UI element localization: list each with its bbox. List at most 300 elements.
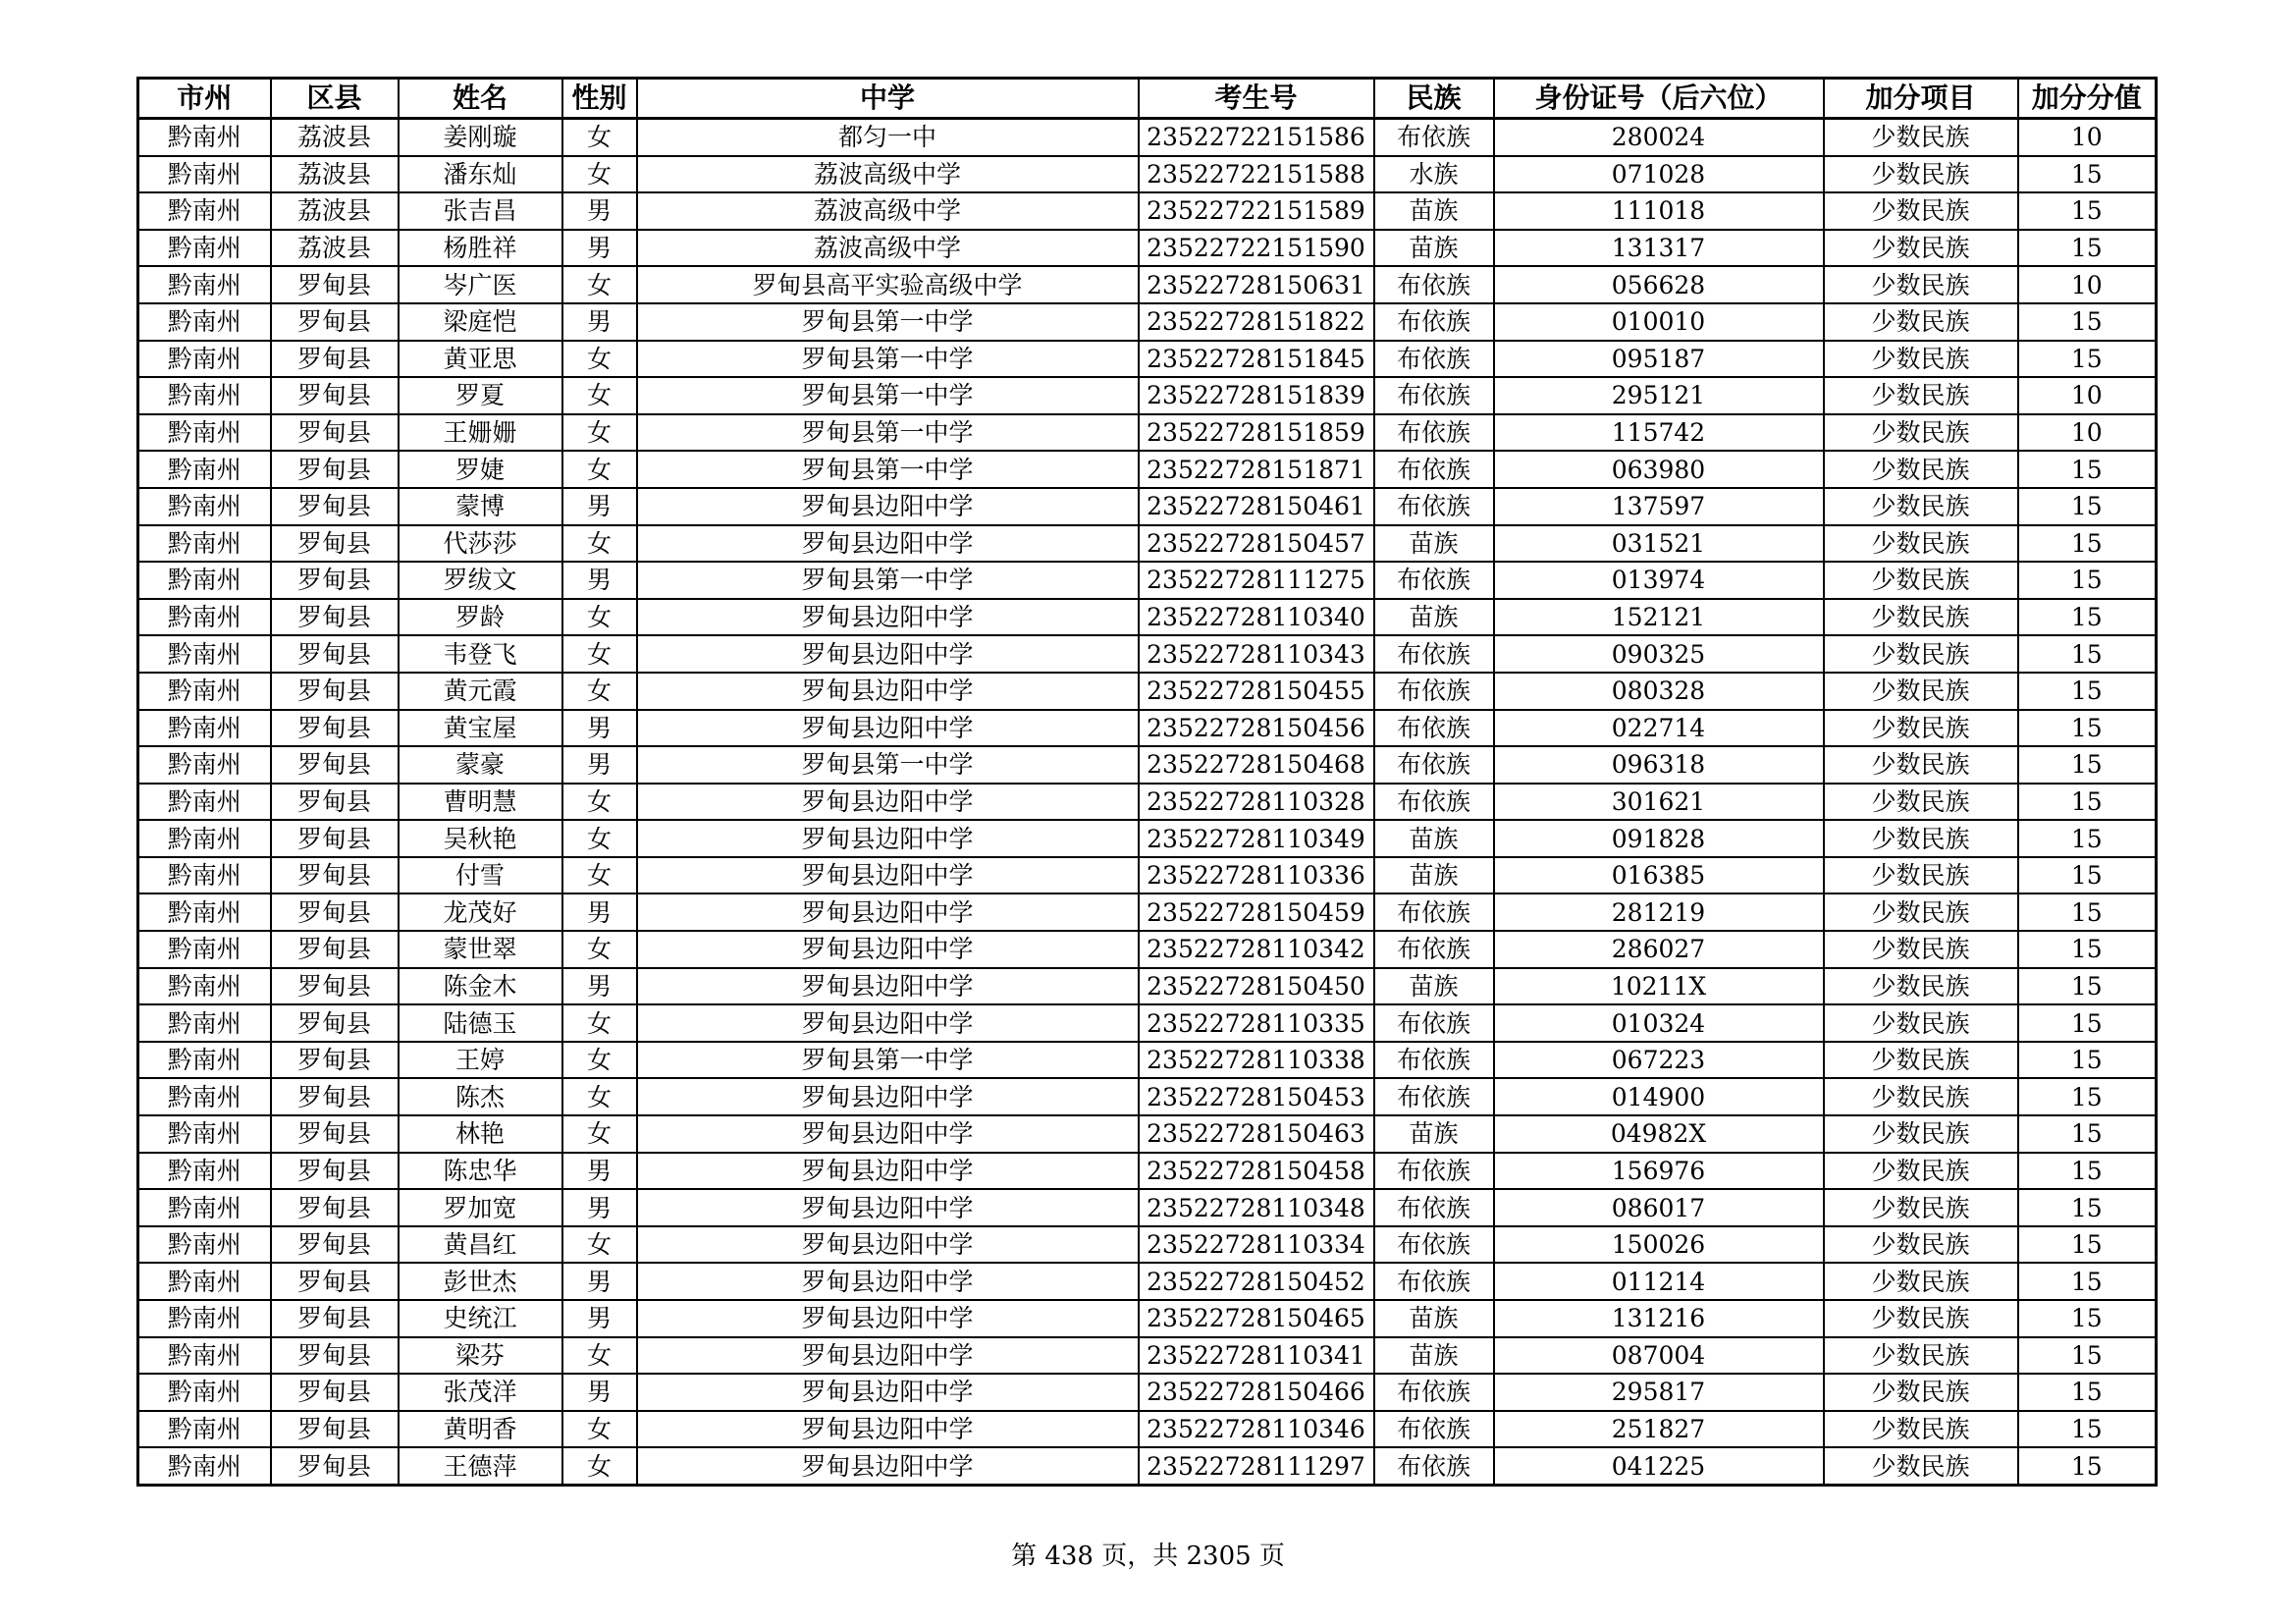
ethnicity-cell: 布依族 bbox=[1374, 710, 1494, 747]
ethnicity-cell: 苗族 bbox=[1374, 525, 1494, 563]
bonus-value-cell: 15 bbox=[2018, 1411, 2157, 1448]
table-row bbox=[138, 710, 2157, 747]
name-cell: 罗夏 bbox=[399, 377, 562, 414]
school-cell: 罗甸县边阳中学 bbox=[637, 1447, 1139, 1485]
name-cell: 蒙世翠 bbox=[399, 931, 562, 968]
id-last6-cell: 011214 bbox=[1494, 1263, 1824, 1300]
name-cell: 陆德玉 bbox=[399, 1004, 562, 1042]
exam-number-cell: 23522728150455 bbox=[1139, 673, 1374, 710]
city-cell: 黔南州 bbox=[138, 710, 271, 747]
bonus-item-cell: 少数民族 bbox=[1824, 1300, 2018, 1337]
gender-cell: 女 bbox=[562, 156, 637, 193]
name-cell: 梁芬 bbox=[399, 1337, 562, 1375]
exam-number-cell: 23522728150458 bbox=[1139, 1153, 1374, 1190]
bonus-value-cell: 15 bbox=[2018, 1300, 2157, 1337]
bonus-item-cell: 少数民族 bbox=[1824, 1263, 2018, 1300]
bonus-value-cell: 15 bbox=[2018, 1004, 2157, 1042]
table-row bbox=[138, 192, 2157, 230]
bonus-item-cell: 少数民族 bbox=[1824, 635, 2018, 673]
school-cell: 罗甸县边阳中学 bbox=[637, 1115, 1139, 1153]
ethnicity-cell: 布依族 bbox=[1374, 414, 1494, 452]
county-cell: 荔波县 bbox=[271, 156, 399, 193]
ethnicity-cell: 布依族 bbox=[1374, 451, 1494, 488]
name-cell: 蒙豪 bbox=[399, 746, 562, 784]
school-cell: 罗甸县边阳中学 bbox=[637, 1337, 1139, 1375]
name-cell: 黄元霞 bbox=[399, 673, 562, 710]
city-cell: 黔南州 bbox=[138, 1374, 271, 1411]
exam-number-cell: 23522728111297 bbox=[1139, 1447, 1374, 1485]
id-last6-cell: 04982X bbox=[1494, 1115, 1824, 1153]
id-last6-cell: 10211X bbox=[1494, 968, 1824, 1005]
exam-number-cell: 23522722151590 bbox=[1139, 230, 1374, 267]
school-cell: 都匀一中 bbox=[637, 119, 1139, 156]
gender-cell: 女 bbox=[562, 673, 637, 710]
ethnicity-cell: 布依族 bbox=[1374, 784, 1494, 821]
ethnicity-cell: 布依族 bbox=[1374, 673, 1494, 710]
bonus-value-cell: 10 bbox=[2018, 119, 2157, 156]
id-last6-cell: 152121 bbox=[1494, 599, 1824, 636]
county-cell: 罗甸县 bbox=[271, 1337, 399, 1375]
table-row bbox=[138, 635, 2157, 673]
exam-number-cell: 23522728110340 bbox=[1139, 599, 1374, 636]
school-cell: 罗甸县边阳中学 bbox=[637, 931, 1139, 968]
city-cell: 黔南州 bbox=[138, 119, 271, 156]
city-cell: 黔南州 bbox=[138, 488, 271, 525]
city-cell: 黔南州 bbox=[138, 377, 271, 414]
ethnicity-cell: 水族 bbox=[1374, 156, 1494, 193]
table-row bbox=[138, 1411, 2157, 1448]
city-cell: 黔南州 bbox=[138, 451, 271, 488]
bonus-item-cell: 少数民族 bbox=[1824, 710, 2018, 747]
name-cell: 林艳 bbox=[399, 1115, 562, 1153]
bonus-value-cell: 15 bbox=[2018, 857, 2157, 894]
bonus-value-cell: 15 bbox=[2018, 1078, 2157, 1115]
county-cell: 罗甸县 bbox=[271, 488, 399, 525]
gender-cell: 女 bbox=[562, 784, 637, 821]
name-cell: 黄亚思 bbox=[399, 341, 562, 378]
name-cell: 王姗姗 bbox=[399, 414, 562, 452]
exam-number-cell: 23522722151586 bbox=[1139, 119, 1374, 156]
bonus-value-cell: 15 bbox=[2018, 1337, 2157, 1375]
table-row bbox=[138, 266, 2157, 303]
county-cell: 罗甸县 bbox=[271, 1411, 399, 1448]
gender-cell: 男 bbox=[562, 893, 637, 931]
id-last6-cell: 280024 bbox=[1494, 119, 1824, 156]
name-cell: 张茂洋 bbox=[399, 1374, 562, 1411]
city-cell: 黔南州 bbox=[138, 1226, 271, 1264]
school-cell: 罗甸县边阳中学 bbox=[637, 1374, 1139, 1411]
id-last6-cell: 295121 bbox=[1494, 377, 1824, 414]
bonus-value-cell: 15 bbox=[2018, 635, 2157, 673]
ethnicity-cell: 布依族 bbox=[1374, 1411, 1494, 1448]
id-last6-cell: 041225 bbox=[1494, 1447, 1824, 1485]
school-cell: 罗甸县边阳中学 bbox=[637, 968, 1139, 1005]
col-header-ethnicity: 民族 bbox=[1374, 79, 1494, 119]
school-cell: 罗甸县边阳中学 bbox=[637, 1411, 1139, 1448]
exam-number-cell: 23522728150456 bbox=[1139, 710, 1374, 747]
page-footer: 第 438 页，共 2305 页 bbox=[1011, 1542, 1285, 1571]
bonus-value-cell: 15 bbox=[2018, 192, 2157, 230]
school-cell: 罗甸县边阳中学 bbox=[637, 1226, 1139, 1264]
school-cell: 罗甸县边阳中学 bbox=[637, 710, 1139, 747]
county-cell: 罗甸县 bbox=[271, 1226, 399, 1264]
bonus-value-cell: 15 bbox=[2018, 525, 2157, 563]
gender-cell: 女 bbox=[562, 635, 637, 673]
bonus-item-cell: 少数民族 bbox=[1824, 746, 2018, 784]
city-cell: 黔南州 bbox=[138, 1078, 271, 1115]
exam-number-cell: 23522728110348 bbox=[1139, 1189, 1374, 1226]
bonus-item-cell: 少数民族 bbox=[1824, 562, 2018, 599]
city-cell: 黔南州 bbox=[138, 414, 271, 452]
gender-cell: 男 bbox=[562, 1189, 637, 1226]
table-row bbox=[138, 414, 2157, 452]
exam-number-cell: 23522722151589 bbox=[1139, 192, 1374, 230]
name-cell: 杨胜祥 bbox=[399, 230, 562, 267]
name-cell: 王婷 bbox=[399, 1042, 562, 1079]
id-last6-cell: 080328 bbox=[1494, 673, 1824, 710]
table-row bbox=[138, 303, 2157, 341]
name-cell: 蒙博 bbox=[399, 488, 562, 525]
school-cell: 罗甸县第一中学 bbox=[637, 451, 1139, 488]
county-cell: 罗甸县 bbox=[271, 1153, 399, 1190]
ethnicity-cell: 布依族 bbox=[1374, 341, 1494, 378]
ethnicity-cell: 布依族 bbox=[1374, 119, 1494, 156]
county-cell: 罗甸县 bbox=[271, 303, 399, 341]
county-cell: 罗甸县 bbox=[271, 377, 399, 414]
city-cell: 黔南州 bbox=[138, 266, 271, 303]
bonus-value-cell: 15 bbox=[2018, 451, 2157, 488]
name-cell: 付雪 bbox=[399, 857, 562, 894]
name-cell: 黄明香 bbox=[399, 1411, 562, 1448]
school-cell: 罗甸县第一中学 bbox=[637, 1042, 1139, 1079]
county-cell: 罗甸县 bbox=[271, 673, 399, 710]
gender-cell: 女 bbox=[562, 341, 637, 378]
exam-number-cell: 23522728111275 bbox=[1139, 562, 1374, 599]
bonus-item-cell: 少数民族 bbox=[1824, 119, 2018, 156]
gender-cell: 男 bbox=[562, 710, 637, 747]
bonus-value-cell: 15 bbox=[2018, 599, 2157, 636]
bonus-item-cell: 少数民族 bbox=[1824, 230, 2018, 267]
exam-number-cell: 23522728151859 bbox=[1139, 414, 1374, 452]
name-cell: 梁庭恺 bbox=[399, 303, 562, 341]
exam-number-cell: 23522728150466 bbox=[1139, 1374, 1374, 1411]
id-last6-cell: 056628 bbox=[1494, 266, 1824, 303]
id-last6-cell: 156976 bbox=[1494, 1153, 1824, 1190]
exam-number-cell: 23522728110334 bbox=[1139, 1226, 1374, 1264]
bonus-value-cell: 10 bbox=[2018, 414, 2157, 452]
city-cell: 黔南州 bbox=[138, 192, 271, 230]
county-cell: 罗甸县 bbox=[271, 451, 399, 488]
school-cell: 罗甸县边阳中学 bbox=[637, 857, 1139, 894]
school-cell: 荔波高级中学 bbox=[637, 156, 1139, 193]
ethnicity-cell: 布依族 bbox=[1374, 635, 1494, 673]
school-cell: 罗甸县边阳中学 bbox=[637, 820, 1139, 857]
city-cell: 黔南州 bbox=[138, 341, 271, 378]
table-row bbox=[138, 1300, 2157, 1337]
city-cell: 黔南州 bbox=[138, 893, 271, 931]
id-last6-cell: 091828 bbox=[1494, 820, 1824, 857]
bonus-item-cell: 少数民族 bbox=[1824, 1189, 2018, 1226]
bonus-item-cell: 少数民族 bbox=[1824, 1411, 2018, 1448]
bonus-value-cell: 15 bbox=[2018, 1042, 2157, 1079]
id-last6-cell: 111018 bbox=[1494, 192, 1824, 230]
school-cell: 罗甸县第一中学 bbox=[637, 414, 1139, 452]
ethnicity-cell: 布依族 bbox=[1374, 931, 1494, 968]
county-cell: 罗甸县 bbox=[271, 820, 399, 857]
exam-number-cell: 23522728150453 bbox=[1139, 1078, 1374, 1115]
city-cell: 黔南州 bbox=[138, 303, 271, 341]
gender-cell: 男 bbox=[562, 746, 637, 784]
bonus-item-cell: 少数民族 bbox=[1824, 1374, 2018, 1411]
gender-cell: 女 bbox=[562, 1004, 637, 1042]
county-cell: 罗甸县 bbox=[271, 599, 399, 636]
bonus-item-cell: 少数民族 bbox=[1824, 599, 2018, 636]
city-cell: 黔南州 bbox=[138, 599, 271, 636]
exam-number-cell: 23522728150465 bbox=[1139, 1300, 1374, 1337]
table-row bbox=[138, 784, 2157, 821]
county-cell: 荔波县 bbox=[271, 192, 399, 230]
table-row bbox=[138, 746, 2157, 784]
table-body bbox=[138, 119, 2157, 1486]
id-last6-cell: 086017 bbox=[1494, 1189, 1824, 1226]
ethnicity-cell: 布依族 bbox=[1374, 1189, 1494, 1226]
county-cell: 罗甸县 bbox=[271, 1300, 399, 1337]
id-last6-cell: 071028 bbox=[1494, 156, 1824, 193]
id-last6-cell: 251827 bbox=[1494, 1411, 1824, 1448]
bonus-value-cell: 15 bbox=[2018, 746, 2157, 784]
city-cell: 黔南州 bbox=[138, 1004, 271, 1042]
name-cell: 代莎莎 bbox=[399, 525, 562, 563]
ethnicity-cell: 布依族 bbox=[1374, 1226, 1494, 1264]
table-row bbox=[138, 1447, 2157, 1485]
city-cell: 黔南州 bbox=[138, 931, 271, 968]
id-last6-cell: 301621 bbox=[1494, 784, 1824, 821]
bonus-item-cell: 少数民族 bbox=[1824, 525, 2018, 563]
school-cell: 罗甸县边阳中学 bbox=[637, 488, 1139, 525]
exam-number-cell: 23522728110342 bbox=[1139, 931, 1374, 968]
table-row bbox=[138, 1042, 2157, 1079]
gender-cell: 女 bbox=[562, 1226, 637, 1264]
school-cell: 罗甸县第一中学 bbox=[637, 746, 1139, 784]
bonus-item-cell: 少数民族 bbox=[1824, 451, 2018, 488]
city-cell: 黔南州 bbox=[138, 156, 271, 193]
id-last6-cell: 150026 bbox=[1494, 1226, 1824, 1264]
exam-number-cell: 23522728150463 bbox=[1139, 1115, 1374, 1153]
city-cell: 黔南州 bbox=[138, 525, 271, 563]
county-cell: 罗甸县 bbox=[271, 1078, 399, 1115]
gender-cell: 女 bbox=[562, 451, 637, 488]
id-last6-cell: 095187 bbox=[1494, 341, 1824, 378]
school-cell: 罗甸县第一中学 bbox=[637, 341, 1139, 378]
exam-number-cell: 23522728150450 bbox=[1139, 968, 1374, 1005]
ethnicity-cell: 苗族 bbox=[1374, 192, 1494, 230]
id-last6-cell: 014900 bbox=[1494, 1078, 1824, 1115]
gender-cell: 女 bbox=[562, 266, 637, 303]
county-cell: 罗甸县 bbox=[271, 1115, 399, 1153]
header-row bbox=[138, 79, 2157, 119]
ethnicity-cell: 布依族 bbox=[1374, 303, 1494, 341]
col-header-bonus-item: 加分项目 bbox=[1824, 79, 2018, 119]
ethnicity-cell: 布依族 bbox=[1374, 377, 1494, 414]
bonus-value-cell: 10 bbox=[2018, 266, 2157, 303]
county-cell: 罗甸县 bbox=[271, 1263, 399, 1300]
gender-cell: 女 bbox=[562, 377, 637, 414]
exam-number-cell: 23522728110343 bbox=[1139, 635, 1374, 673]
bonus-item-cell: 少数民族 bbox=[1824, 192, 2018, 230]
table-row bbox=[138, 673, 2157, 710]
ethnicity-cell: 布依族 bbox=[1374, 1042, 1494, 1079]
county-cell: 罗甸县 bbox=[271, 414, 399, 452]
gender-cell: 女 bbox=[562, 931, 637, 968]
bonus-value-cell: 15 bbox=[2018, 710, 2157, 747]
school-cell: 罗甸县边阳中学 bbox=[637, 1263, 1139, 1300]
county-cell: 荔波县 bbox=[271, 230, 399, 267]
school-cell: 荔波高级中学 bbox=[637, 192, 1139, 230]
ethnicity-cell: 苗族 bbox=[1374, 1115, 1494, 1153]
ethnicity-cell: 布依族 bbox=[1374, 746, 1494, 784]
bonus-item-cell: 少数民族 bbox=[1824, 1004, 2018, 1042]
gender-cell: 女 bbox=[562, 820, 637, 857]
name-cell: 陈杰 bbox=[399, 1078, 562, 1115]
id-last6-cell: 115742 bbox=[1494, 414, 1824, 452]
name-cell: 史统江 bbox=[399, 1300, 562, 1337]
bonus-value-cell: 15 bbox=[2018, 1226, 2157, 1264]
col-header-id-last6: 身份证号（后六位） bbox=[1494, 79, 1824, 119]
school-cell: 罗甸县边阳中学 bbox=[637, 1300, 1139, 1337]
county-cell: 罗甸县 bbox=[271, 931, 399, 968]
col-header-gender: 性别 bbox=[562, 79, 637, 119]
city-cell: 黔南州 bbox=[138, 1447, 271, 1485]
school-cell: 罗甸县边阳中学 bbox=[637, 784, 1139, 821]
city-cell: 黔南州 bbox=[138, 1263, 271, 1300]
name-cell: 黄宝屋 bbox=[399, 710, 562, 747]
exam-number-cell: 23522728110346 bbox=[1139, 1411, 1374, 1448]
bonus-value-cell: 10 bbox=[2018, 377, 2157, 414]
county-cell: 罗甸县 bbox=[271, 710, 399, 747]
gender-cell: 男 bbox=[562, 562, 637, 599]
city-cell: 黔南州 bbox=[138, 784, 271, 821]
exam-number-cell: 23522728150457 bbox=[1139, 525, 1374, 563]
bonus-item-cell: 少数民族 bbox=[1824, 1337, 2018, 1375]
ethnicity-cell: 布依族 bbox=[1374, 1004, 1494, 1042]
name-cell: 黄昌红 bbox=[399, 1226, 562, 1264]
ethnicity-cell: 布依族 bbox=[1374, 1447, 1494, 1485]
ethnicity-cell: 苗族 bbox=[1374, 230, 1494, 267]
bonus-value-cell: 15 bbox=[2018, 784, 2157, 821]
table-row bbox=[138, 1004, 2157, 1042]
table-row bbox=[138, 377, 2157, 414]
table-row bbox=[138, 893, 2157, 931]
bonus-item-cell: 少数民族 bbox=[1824, 156, 2018, 193]
exam-number-cell: 23522728150468 bbox=[1139, 746, 1374, 784]
table-row bbox=[138, 968, 2157, 1005]
gender-cell: 女 bbox=[562, 1042, 637, 1079]
bonus-points-table bbox=[136, 77, 2158, 1487]
bonus-value-cell: 15 bbox=[2018, 931, 2157, 968]
school-cell: 罗甸县边阳中学 bbox=[637, 1078, 1139, 1115]
exam-number-cell: 23522728150631 bbox=[1139, 266, 1374, 303]
school-cell: 罗甸县边阳中学 bbox=[637, 673, 1139, 710]
exam-number-cell: 23522728110335 bbox=[1139, 1004, 1374, 1042]
exam-number-cell: 23522728150452 bbox=[1139, 1263, 1374, 1300]
id-last6-cell: 137597 bbox=[1494, 488, 1824, 525]
bonus-item-cell: 少数民族 bbox=[1824, 784, 2018, 821]
id-last6-cell: 010324 bbox=[1494, 1004, 1824, 1042]
ethnicity-cell: 苗族 bbox=[1374, 1300, 1494, 1337]
ethnicity-cell: 苗族 bbox=[1374, 968, 1494, 1005]
city-cell: 黔南州 bbox=[138, 857, 271, 894]
ethnicity-cell: 布依族 bbox=[1374, 1263, 1494, 1300]
bonus-item-cell: 少数民族 bbox=[1824, 266, 2018, 303]
gender-cell: 女 bbox=[562, 1411, 637, 1448]
table-row bbox=[138, 451, 2157, 488]
exam-number-cell: 23522728110349 bbox=[1139, 820, 1374, 857]
bonus-item-cell: 少数民族 bbox=[1824, 1447, 2018, 1485]
bonus-value-cell: 15 bbox=[2018, 1374, 2157, 1411]
gender-cell: 女 bbox=[562, 1078, 637, 1115]
city-cell: 黔南州 bbox=[138, 230, 271, 267]
bonus-item-cell: 少数民族 bbox=[1824, 1153, 2018, 1190]
bonus-value-cell: 15 bbox=[2018, 303, 2157, 341]
col-header-bonus-value: 加分分值 bbox=[2018, 79, 2157, 119]
city-cell: 黔南州 bbox=[138, 746, 271, 784]
county-cell: 荔波县 bbox=[271, 119, 399, 156]
county-cell: 罗甸县 bbox=[271, 1042, 399, 1079]
school-cell: 罗甸县第一中学 bbox=[637, 377, 1139, 414]
bonus-item-cell: 少数民族 bbox=[1824, 1115, 2018, 1153]
name-cell: 姜刚璇 bbox=[399, 119, 562, 156]
school-cell: 罗甸县边阳中学 bbox=[637, 1189, 1139, 1226]
exam-number-cell: 23522728150461 bbox=[1139, 488, 1374, 525]
city-cell: 黔南州 bbox=[138, 562, 271, 599]
county-cell: 罗甸县 bbox=[271, 784, 399, 821]
name-cell: 罗婕 bbox=[399, 451, 562, 488]
city-cell: 黔南州 bbox=[138, 1153, 271, 1190]
col-header-exam-number: 考生号 bbox=[1139, 79, 1374, 119]
table-row bbox=[138, 488, 2157, 525]
bonus-value-cell: 15 bbox=[2018, 156, 2157, 193]
name-cell: 陈忠华 bbox=[399, 1153, 562, 1190]
school-cell: 罗甸县边阳中学 bbox=[637, 599, 1139, 636]
school-cell: 罗甸县高平实验高级中学 bbox=[637, 266, 1139, 303]
id-last6-cell: 295817 bbox=[1494, 1374, 1824, 1411]
table-row bbox=[138, 156, 2157, 193]
ethnicity-cell: 布依族 bbox=[1374, 562, 1494, 599]
ethnicity-cell: 布依族 bbox=[1374, 266, 1494, 303]
school-cell: 罗甸县边阳中学 bbox=[637, 525, 1139, 563]
gender-cell: 女 bbox=[562, 119, 637, 156]
ethnicity-cell: 苗族 bbox=[1374, 1337, 1494, 1375]
name-cell: 罗加宽 bbox=[399, 1189, 562, 1226]
bonus-value-cell: 15 bbox=[2018, 1153, 2157, 1190]
gender-cell: 男 bbox=[562, 1300, 637, 1337]
table-row bbox=[138, 525, 2157, 563]
city-cell: 黔南州 bbox=[138, 820, 271, 857]
gender-cell: 男 bbox=[562, 1153, 637, 1190]
bonus-value-cell: 15 bbox=[2018, 1115, 2157, 1153]
exam-number-cell: 23522722151588 bbox=[1139, 156, 1374, 193]
county-cell: 罗甸县 bbox=[271, 341, 399, 378]
bonus-item-cell: 少数民族 bbox=[1824, 857, 2018, 894]
table-row bbox=[138, 341, 2157, 378]
school-cell: 罗甸县第一中学 bbox=[637, 562, 1139, 599]
city-cell: 黔南州 bbox=[138, 1189, 271, 1226]
city-cell: 黔南州 bbox=[138, 1337, 271, 1375]
table-row bbox=[138, 1189, 2157, 1226]
school-cell: 荔波高级中学 bbox=[637, 230, 1139, 267]
gender-cell: 女 bbox=[562, 414, 637, 452]
table-row bbox=[138, 119, 2157, 156]
